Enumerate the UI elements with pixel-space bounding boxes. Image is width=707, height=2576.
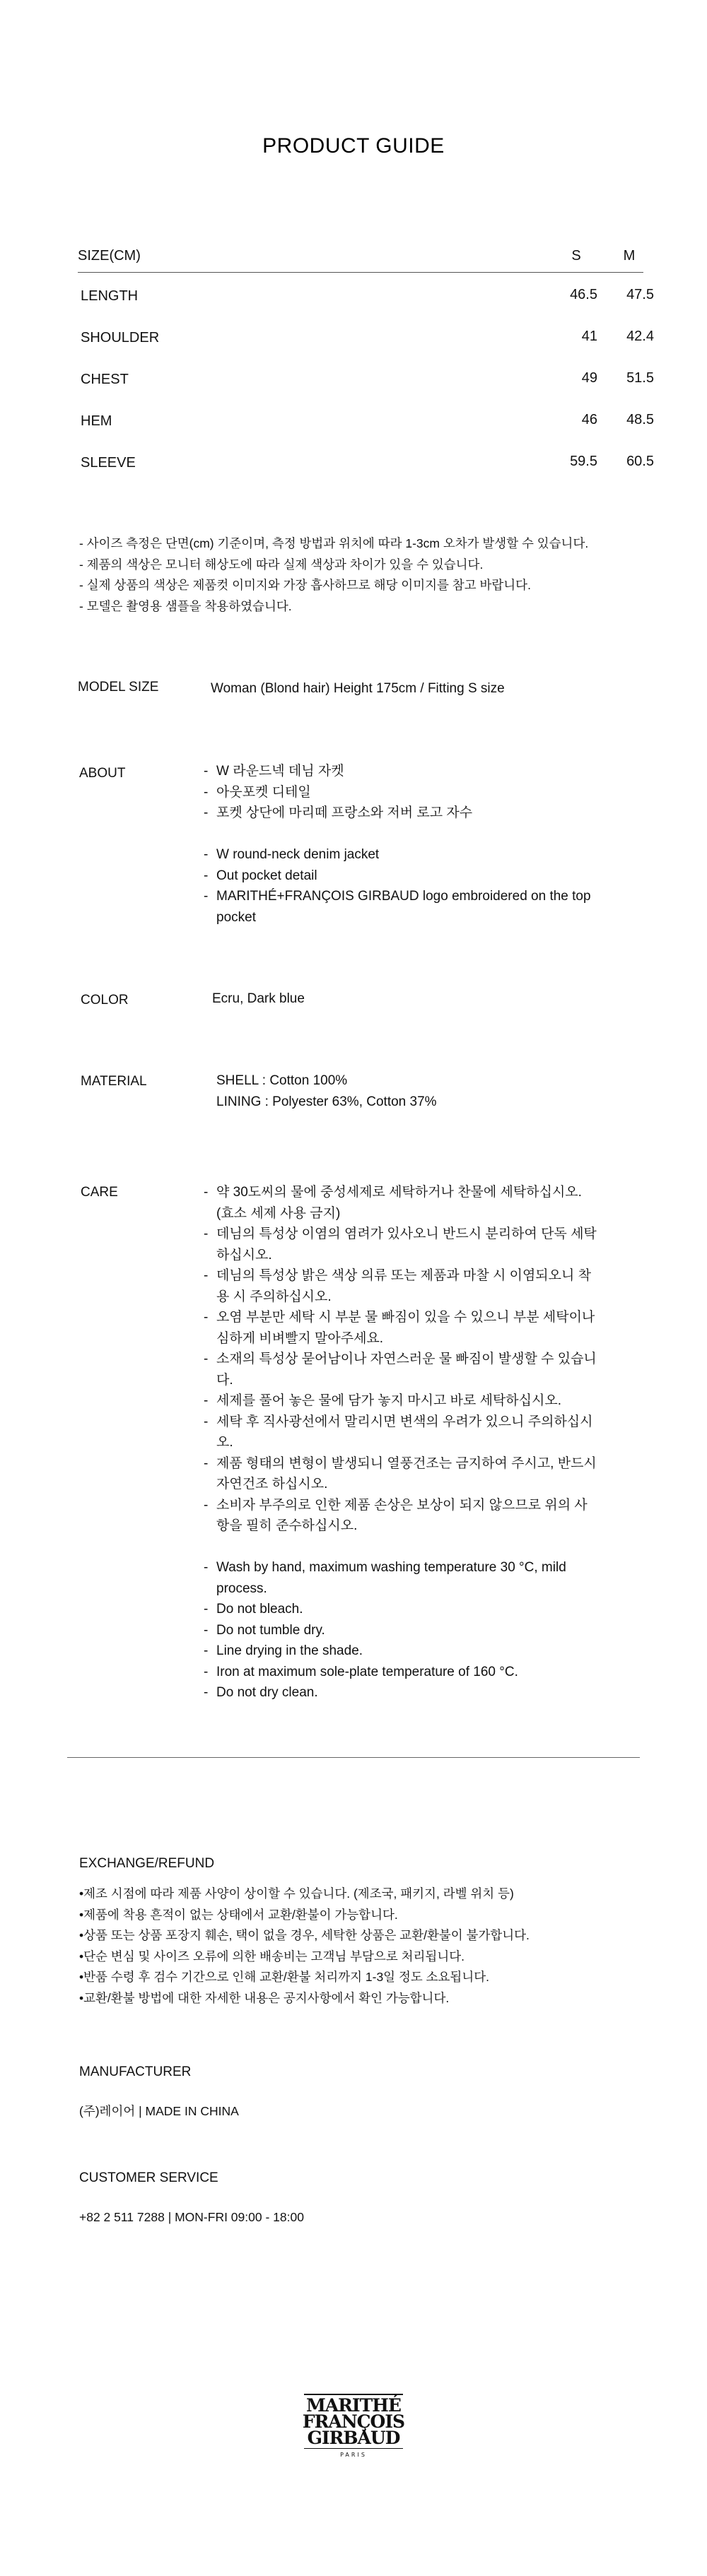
- row-label: SLEEVE: [81, 455, 136, 471]
- care-list: [204, 1182, 600, 1703]
- color-label: COLOR: [81, 993, 129, 1008]
- care-line: - 오염 부분만 세탁 시 부분 물 빠짐이 있을 수 있으니 부분 세탁이나 심하게 비벼빨지 말아주세요.: [204, 1310, 595, 1346]
- table-row: [78, 314, 654, 356]
- care-line: - Wash by hand, maximum washing temperature 30 °C, mild process.: [204, 1560, 566, 1596]
- logo-line: MARITHÉ: [306, 2394, 401, 2416]
- about-line: - MARITHÉ+FRANÇOIS GIRBAUD logo embroidered on the top pocket: [204, 889, 591, 925]
- row-label: CHEST: [81, 372, 129, 387]
- logo-line: FRANÇOIS: [302, 2411, 405, 2432]
- about-line: - 포켓 상단에 마리떼 프랑소와 저버 로고 자수: [204, 805, 473, 820]
- size-table-header: [78, 244, 643, 273]
- row-value-m: 60.5: [626, 454, 654, 469]
- row-value-m: 42.4: [626, 329, 654, 344]
- customer-service-label: CUSTOMER SERVICE: [79, 2170, 218, 2185]
- model-size-label: MODEL SIZE: [78, 680, 159, 695]
- exchange-line: •제조 시점에 따라 제품 사양이 상이할 수 있습니다. (제조국, 패키지, 라벨 위치 등): [79, 1886, 514, 1901]
- about-line: - W round-neck denim jacket: [204, 847, 380, 862]
- care-line: - Do not tumble dry.: [204, 1622, 325, 1638]
- care-line: - Iron at maximum sole-plate temperature of 160 °C.: [204, 1664, 518, 1679]
- care-line: - 약 30도씨의 물에 중성세제로 세탁하거나 찬물에 세탁하십시오. (효소 세제 사용 금지): [204, 1185, 582, 1221]
- table-row: [78, 398, 654, 439]
- row-label: HEM: [81, 413, 112, 429]
- note-line: - 사이즈 측정은 단면(cm) 기준이며, 측정 방법과 위치에 따라 1-3cm 오차가 발생할 수 있습니다.: [79, 536, 589, 550]
- care-line: - 제품 형태의 변형이 발생되니 열풍건조는 금지하여 주시고, 반드시 자연건조 하십시오.: [204, 1455, 597, 1491]
- about-line: - 아웃포켓 디테일: [204, 784, 311, 800]
- about-list: [204, 761, 628, 928]
- row-value-s: 46: [581, 412, 597, 427]
- exchange-label: EXCHANGE/REFUND: [79, 1856, 215, 1871]
- care-line: - 소비자 부주의로 인한 제품 손상은 보상이 되지 않으므로 위의 사항을 필히 준수하십시오.: [204, 1497, 588, 1533]
- table-row: [78, 356, 654, 398]
- exchange-line: •단순 변심 및 사이즈 오류에 의한 배송비는 고객님 부담으로 처리됩니다.: [79, 1949, 464, 1963]
- care-line: - 데님의 특성상 밝은 색상 의류 또는 제품과 마찰 시 이염되오니 착용 시 주의하십시오.: [204, 1268, 591, 1304]
- material-label: MATERIAL: [81, 1074, 147, 1089]
- size-header-s: S: [571, 248, 581, 264]
- about-label: ABOUT: [79, 766, 126, 781]
- row-value-m: 48.5: [626, 412, 654, 427]
- care-line: - 소재의 특성상 묻어남이나 자연스러운 물 빠짐이 발생할 수 있습니다.: [204, 1352, 597, 1388]
- size-table: [78, 244, 654, 481]
- page-title: PRODUCT GUIDE: [262, 134, 445, 158]
- about-line: - W 라운드넥 데님 자켓: [204, 764, 344, 779]
- exchange-line: •교환/환불 방법에 대한 자세한 내용은 공지사항에서 확인 가능합니다.: [79, 1990, 450, 2005]
- material-line: LINING : Polyester 63%, Cotton 37%: [216, 1094, 437, 1109]
- note-line: - 제품의 색상은 모니터 해상도에 따라 실제 색상과 차이가 있을 수 있습니다.: [79, 557, 484, 572]
- care-line: [204, 1537, 600, 1558]
- note-line: - 모델은 촬영용 샘플을 착용하였습니다.: [79, 598, 292, 613]
- model-size-value: Woman (Blond hair) Height 175cm / Fitting S size: [211, 681, 505, 696]
- care-label: CARE: [81, 1185, 118, 1200]
- about-line: - Out pocket detail: [204, 868, 317, 883]
- logo-line: GIRBAUD: [307, 2427, 400, 2448]
- exchange-line: •상품 또는 상품 포장지 훼손, 택이 없을 경우, 세탁한 상품은 교환/환불이 불가합니다.: [79, 1928, 530, 1942]
- note-line: - 실제 상품의 색상은 제품컷 이미지와 가장 흡사하므로 해당 이미지를 참고 바랍니다.: [79, 578, 531, 592]
- row-value-s: 49: [581, 370, 597, 386]
- logo-rule-bottom: [304, 2448, 403, 2450]
- row-value-s: 59.5: [570, 454, 597, 469]
- section-divider: [67, 1757, 640, 1758]
- row-value-m: 51.5: [626, 370, 654, 386]
- manufacturer-value: (주)레이어 | MADE IN CHINA: [79, 2104, 239, 2118]
- exchange-list: [79, 1884, 530, 2009]
- row-label: SHOULDER: [81, 330, 160, 345]
- material-list: [216, 1070, 437, 1112]
- row-value-m: 47.5: [626, 287, 654, 302]
- brand-logo: [0, 2392, 707, 2458]
- row-value-s: 46.5: [570, 287, 597, 302]
- row-value-s: 41: [581, 329, 597, 344]
- logo-paris: PARIS: [340, 2452, 367, 2458]
- care-line: - Line drying in the shade.: [204, 1643, 363, 1658]
- care-line: - Do not bleach.: [204, 1602, 303, 1617]
- care-line: - 세탁 후 직사광선에서 말리시면 변색의 우려가 있으니 주의하십시오.: [204, 1414, 593, 1450]
- exchange-line: •제품에 착용 흔적이 없는 상태에서 교환/환불이 가능합니다.: [79, 1907, 398, 1922]
- table-row: [78, 273, 654, 314]
- material-line: SHELL : Cotton 100%: [216, 1073, 348, 1088]
- care-line: - 데님의 특성상 이염의 염려가 있사오니 반드시 분리하여 단독 세탁하십시오.: [204, 1227, 597, 1263]
- table-row: [78, 439, 654, 481]
- size-notes: [79, 533, 588, 617]
- exchange-line: •반품 수령 후 검수 기간으로 인해 교환/환불 처리까지 1-3일 정도 소요됩니다.: [79, 1970, 490, 1984]
- care-line: - 세제를 풀어 놓은 물에 담가 놓지 마시고 바로 세탁하십시오.: [204, 1393, 562, 1408]
- color-value: Ecru, Dark blue: [212, 991, 305, 1006]
- about-line: [204, 824, 628, 845]
- customer-service-value: +82 2 511 7288 | MON-FRI 09:00 - 18:00: [79, 2210, 304, 2224]
- row-label: LENGTH: [81, 288, 139, 304]
- size-header-m: M: [623, 248, 636, 264]
- care-line: - Do not dry clean.: [204, 1685, 318, 1700]
- manufacturer-label: MANUFACTURER: [79, 2064, 192, 2079]
- size-header-label: SIZE(CM): [78, 248, 141, 264]
